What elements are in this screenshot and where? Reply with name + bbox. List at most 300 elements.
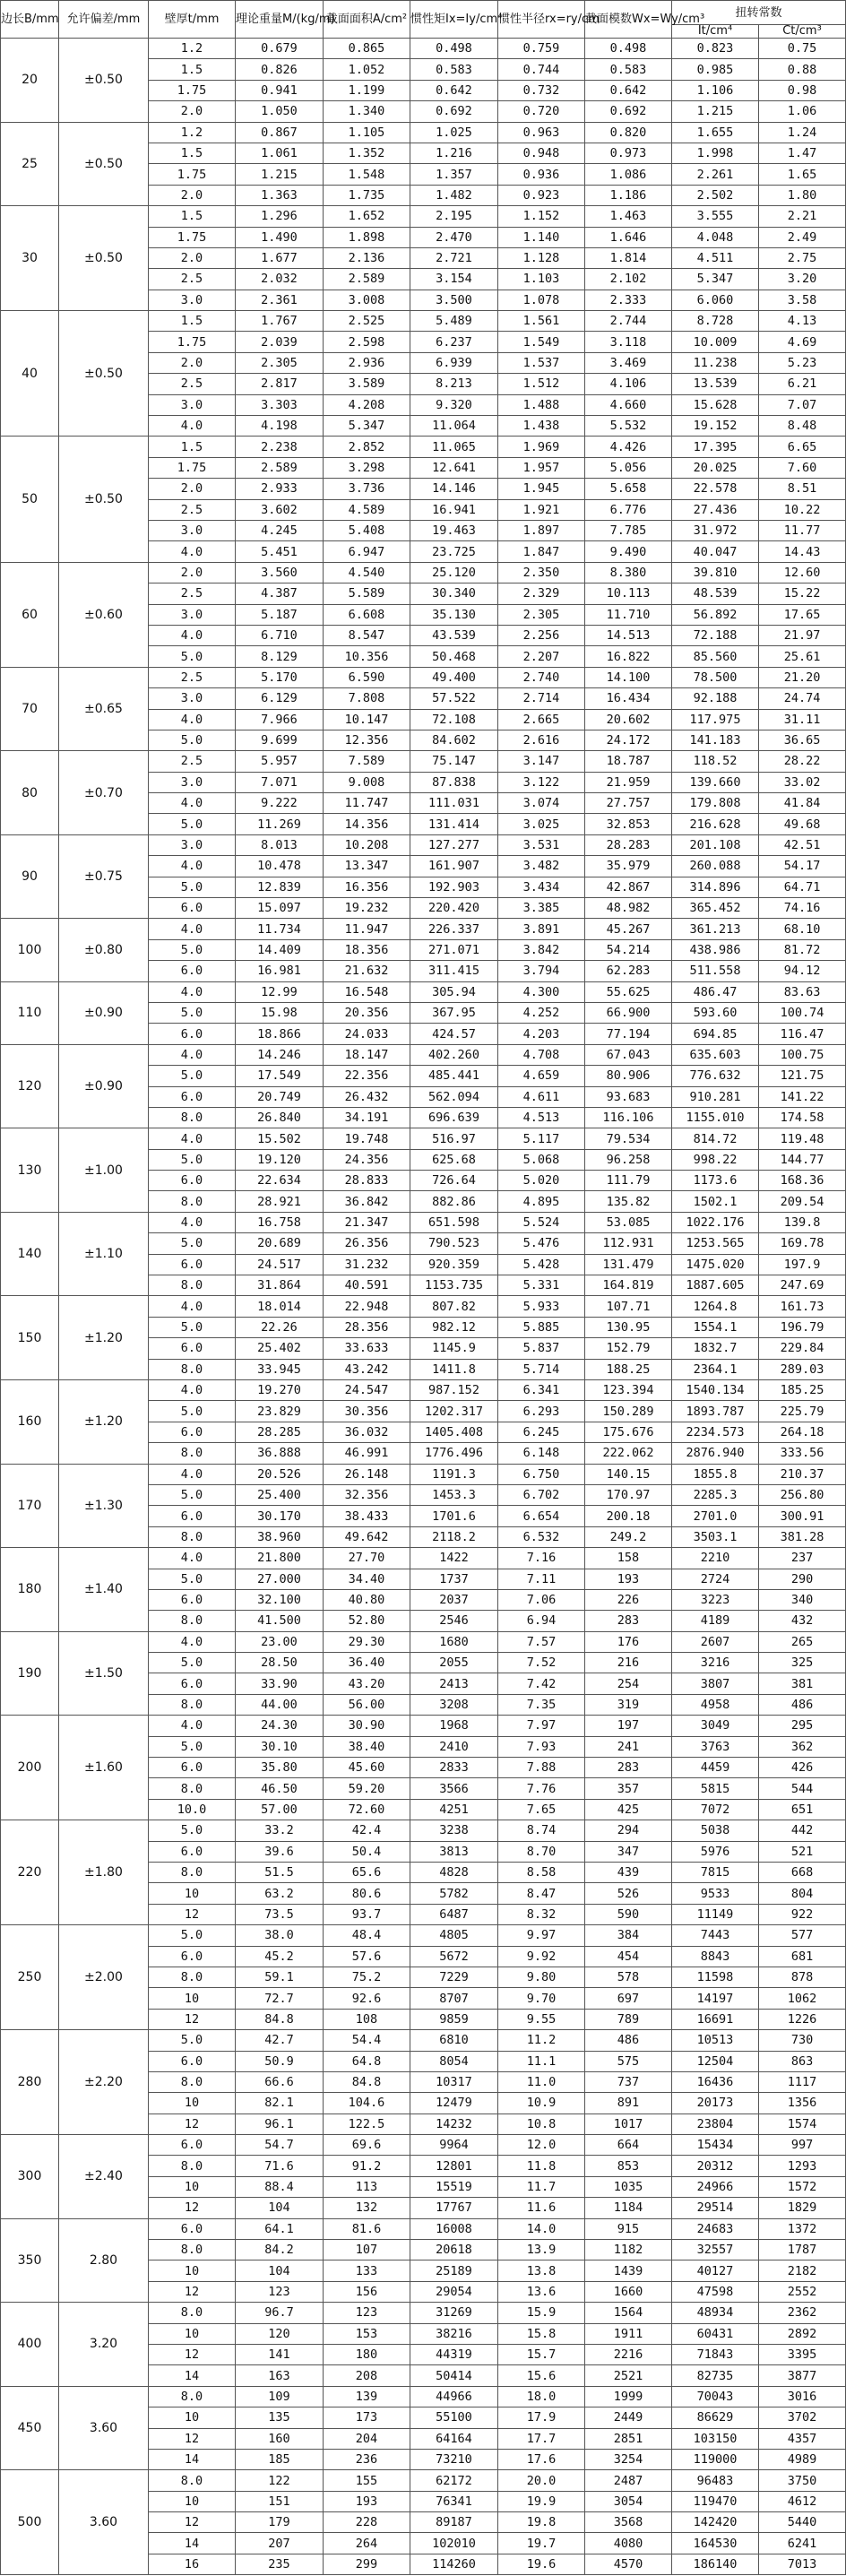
inertia-cell: 1.357: [410, 164, 498, 185]
mass-cell: 33.945: [236, 1359, 324, 1379]
it-cell: 1022.176: [672, 1212, 759, 1232]
area-cell: 27.70: [324, 1548, 410, 1569]
radius-cell: 12.0: [498, 2135, 585, 2156]
mass-cell: 6.129: [236, 688, 324, 709]
area-cell: 123: [324, 2303, 410, 2323]
area-cell: 3.736: [324, 479, 410, 499]
modulus-cell: 158: [585, 1548, 672, 1569]
radius-cell: 2.740: [498, 667, 585, 687]
modulus-cell: 14.100: [585, 667, 672, 687]
modulus-cell: 116.106: [585, 1107, 672, 1128]
thickness-cell: 4.0: [149, 919, 236, 939]
table-row: [1, 981, 846, 1002]
it-cell: 86629: [672, 2407, 759, 2428]
modulus-cell: 249.2: [585, 1526, 672, 1547]
it-cell: 0.823: [672, 39, 759, 59]
inertia-cell: 1145.9: [410, 1338, 498, 1359]
modulus-cell: 1035: [585, 2176, 672, 2197]
inertia-cell: 2037: [410, 1589, 498, 1610]
area-cell: 264: [324, 2533, 410, 2554]
area-cell: 91.2: [324, 2156, 410, 2176]
inertia-cell: 50.468: [410, 646, 498, 667]
radius-cell: 3.074: [498, 793, 585, 814]
ct-cell: 5440: [759, 2512, 846, 2533]
thickness-cell: 6.0: [149, 961, 236, 981]
thickness-cell: 4.0: [149, 1044, 236, 1065]
thickness-cell: 8.0: [149, 2156, 236, 2176]
it-cell: 1173.6: [672, 1171, 759, 1191]
thickness-cell: 2.5: [149, 583, 236, 604]
mass-cell: 36.888: [236, 1443, 324, 1464]
ct-cell: 42.51: [759, 834, 846, 855]
thickness-cell: 6.0: [149, 1422, 236, 1442]
it-cell: 3.555: [672, 206, 759, 227]
modulus-cell: 283: [585, 1758, 672, 1778]
area-cell: 3.298: [324, 457, 410, 478]
modulus-cell: 2.744: [585, 311, 672, 332]
area-cell: 33.633: [324, 1338, 410, 1359]
inertia-cell: 2410: [410, 1736, 498, 1757]
it-cell: 11598: [672, 1967, 759, 1987]
radius-cell: 7.65: [498, 1799, 585, 1820]
radius-cell: 3.842: [498, 939, 585, 960]
thickness-cell: 8.0: [149, 1191, 236, 1212]
inertia-cell: 43.539: [410, 625, 498, 645]
side-length-cell: 400: [1, 2303, 59, 2387]
mass-cell: 1.490: [236, 227, 324, 247]
inertia-cell: 1405.408: [410, 1422, 498, 1442]
thickness-cell: 10: [149, 2407, 236, 2428]
mass-cell: 26.840: [236, 1107, 324, 1128]
it-cell: 48934: [672, 2303, 759, 2323]
modulus-cell: 176: [585, 1631, 672, 1652]
radius-cell: 6.341: [498, 1380, 585, 1401]
modulus-cell: 357: [585, 1778, 672, 1799]
radius-cell: 15.9: [498, 2303, 585, 2323]
modulus-cell: 11.710: [585, 604, 672, 625]
side-length-cell: 20: [1, 39, 59, 123]
ct-cell: 863: [759, 2051, 846, 2071]
mass-cell: 28.50: [236, 1653, 324, 1673]
ct-cell: 730: [759, 2030, 846, 2051]
ct-cell: 54.17: [759, 856, 846, 877]
mass-cell: 120: [236, 2323, 324, 2344]
thickness-cell: 5.0: [149, 646, 236, 667]
it-cell: 71843: [672, 2344, 759, 2364]
it-cell: 118.52: [672, 751, 759, 772]
ct-cell: 169.78: [759, 1233, 846, 1254]
it-cell: 6.060: [672, 290, 759, 310]
it-cell: 1155.010: [672, 1107, 759, 1128]
mass-cell: 141: [236, 2344, 324, 2364]
modulus-cell: 2521: [585, 2365, 672, 2386]
inertia-cell: 72.108: [410, 709, 498, 730]
ct-cell: 997: [759, 2135, 846, 2156]
area-cell: 0.865: [324, 39, 410, 59]
modulus-cell: 164.819: [585, 1275, 672, 1296]
thickness-cell: 8.0: [149, 1359, 236, 1379]
area-cell: 156: [324, 2281, 410, 2302]
modulus-cell: 915: [585, 2218, 672, 2239]
it-cell: 179.808: [672, 793, 759, 814]
modulus-cell: 53.085: [585, 1212, 672, 1232]
inertia-cell: 982.12: [410, 1317, 498, 1337]
area-cell: 22.948: [324, 1296, 410, 1317]
inertia-cell: 17767: [410, 2198, 498, 2218]
area-cell: 11.947: [324, 919, 410, 939]
ct-cell: 381.28: [759, 1526, 846, 1547]
ct-cell: 121.75: [759, 1066, 846, 1086]
inertia-cell: 11.064: [410, 416, 498, 437]
it-cell: 0.985: [672, 59, 759, 80]
mass-cell: 135: [236, 2407, 324, 2428]
modulus-cell: 1184: [585, 2198, 672, 2218]
it-cell: 48.539: [672, 583, 759, 604]
modulus-cell: 2487: [585, 2470, 672, 2491]
radius-cell: 5.933: [498, 1296, 585, 1317]
inertia-cell: 9964: [410, 2135, 498, 2156]
modulus-cell: 575: [585, 2051, 672, 2071]
area-cell: 72.60: [324, 1799, 410, 1820]
area-cell: 38.40: [324, 1736, 410, 1757]
it-cell: 9533: [672, 1883, 759, 1904]
mass-cell: 23.829: [236, 1401, 324, 1422]
area-cell: 6.608: [324, 604, 410, 625]
side-length-cell: 300: [1, 2135, 59, 2219]
mass-cell: 0.826: [236, 59, 324, 80]
radius-cell: 0.923: [498, 185, 585, 205]
radius-cell: 13.9: [498, 2240, 585, 2260]
mass-cell: 20.526: [236, 1464, 324, 1484]
thickness-cell: 8.0: [149, 1443, 236, 1464]
mass-cell: 22.26: [236, 1317, 324, 1337]
area-cell: 2.598: [324, 332, 410, 352]
mass-cell: 20.749: [236, 1086, 324, 1107]
radius-cell: 8.74: [498, 1820, 585, 1841]
thickness-cell: 10: [149, 2093, 236, 2114]
ct-cell: 237: [759, 1548, 846, 1569]
inertia-cell: 57.522: [410, 688, 498, 709]
ct-cell: 6.21: [759, 374, 846, 394]
modulus-cell: 200.18: [585, 1506, 672, 1526]
modulus-cell: 454: [585, 1946, 672, 1967]
side-length-cell: 70: [1, 667, 59, 751]
thickness-cell: 2.5: [149, 751, 236, 772]
mass-cell: 207: [236, 2533, 324, 2554]
thickness-cell: 6.0: [149, 1841, 236, 1862]
ct-cell: 1787: [759, 2240, 846, 2260]
radius-cell: 1.152: [498, 206, 585, 227]
thickness-cell: 6.0: [149, 1254, 236, 1275]
it-cell: 1.215: [672, 101, 759, 122]
tolerance-cell: 3.60: [59, 2470, 149, 2575]
inertia-cell: 25.120: [410, 562, 498, 583]
mass-cell: 32.100: [236, 1589, 324, 1610]
area-cell: 56.00: [324, 1694, 410, 1715]
thickness-cell: 12: [149, 2281, 236, 2302]
mass-cell: 2.039: [236, 332, 324, 352]
mass-cell: 25.402: [236, 1338, 324, 1359]
ct-cell: 426: [759, 1758, 846, 1778]
mass-cell: 96.7: [236, 2303, 324, 2323]
modulus-cell: 3054: [585, 2491, 672, 2511]
radius-cell: 3.147: [498, 751, 585, 772]
inertia-cell: 2.470: [410, 227, 498, 247]
it-cell: 103150: [672, 2428, 759, 2449]
tolerance-cell: ±0.50: [59, 39, 149, 123]
modulus-cell: 55.625: [585, 981, 672, 1002]
modulus-cell: 1439: [585, 2260, 672, 2281]
radius-cell: 0.963: [498, 122, 585, 143]
modulus-cell: 130.95: [585, 1317, 672, 1337]
radius-cell: 8.47: [498, 1883, 585, 1904]
it-cell: 11.238: [672, 352, 759, 373]
it-cell: 593.60: [672, 1002, 759, 1023]
inertia-cell: 0.498: [410, 39, 498, 59]
ct-cell: 1356: [759, 2093, 846, 2114]
modulus-cell: 216: [585, 1653, 672, 1673]
side-length-cell: 220: [1, 1820, 59, 1925]
thickness-cell: 2.5: [149, 499, 236, 520]
radius-cell: 5.837: [498, 1338, 585, 1359]
modulus-cell: 0.973: [585, 143, 672, 163]
radius-cell: 7.97: [498, 1716, 585, 1736]
area-cell: 92.6: [324, 1988, 410, 2009]
ct-cell: 442: [759, 1820, 846, 1841]
area-cell: 26.432: [324, 1086, 410, 1107]
table-row: [1, 437, 846, 457]
area-cell: 2.525: [324, 311, 410, 332]
radius-cell: 8.58: [498, 1862, 585, 1882]
mass-cell: 57.00: [236, 1799, 324, 1820]
modulus-cell: 28.283: [585, 834, 672, 855]
it-cell: 20312: [672, 2156, 759, 2176]
thickness-cell: 2.5: [149, 269, 236, 290]
inertia-cell: 0.692: [410, 101, 498, 122]
modulus-cell: 384: [585, 1925, 672, 1946]
it-cell: 85.560: [672, 646, 759, 667]
thickness-cell: 12: [149, 2009, 236, 2029]
mass-cell: 50.9: [236, 2051, 324, 2071]
it-cell: 3763: [672, 1736, 759, 1757]
radius-cell: 17.7: [498, 2428, 585, 2449]
mass-cell: 3.303: [236, 394, 324, 415]
mass-cell: 19.270: [236, 1380, 324, 1401]
modulus-cell: 112.931: [585, 1233, 672, 1254]
thickness-cell: 1.75: [149, 457, 236, 478]
ct-cell: 116.47: [759, 1024, 846, 1044]
ct-cell: 486: [759, 1694, 846, 1715]
modulus-cell: 4570: [585, 2554, 672, 2574]
modulus-cell: 737: [585, 2071, 672, 2092]
it-cell: 13.539: [672, 374, 759, 394]
side-length-cell: 110: [1, 981, 59, 1044]
radius-cell: 6.702: [498, 1484, 585, 1505]
thickness-cell: 5.0: [149, 730, 236, 750]
radius-cell: 7.52: [498, 1653, 585, 1673]
radius-cell: 2.256: [498, 625, 585, 645]
ct-cell: 119.48: [759, 1128, 846, 1149]
radius-cell: 2.207: [498, 646, 585, 667]
thickness-cell: 1.2: [149, 39, 236, 59]
thickness-cell: 12: [149, 1904, 236, 1924]
ct-cell: 1062: [759, 1988, 846, 2009]
thickness-cell: 5.0: [149, 1401, 236, 1422]
modulus-cell: 16.434: [585, 688, 672, 709]
thickness-cell: 10: [149, 2323, 236, 2344]
radius-cell: 0.936: [498, 164, 585, 185]
inertia-cell: 29054: [410, 2281, 498, 2302]
tolerance-cell: ±1.20: [59, 1296, 149, 1380]
modulus-cell: 319: [585, 1694, 672, 1715]
it-cell: 361.213: [672, 919, 759, 939]
tolerance-cell: ±0.70: [59, 751, 149, 835]
it-cell: 2724: [672, 1569, 759, 1589]
thickness-cell: 2.0: [149, 247, 236, 268]
thickness-cell: 1.5: [149, 311, 236, 332]
ct-cell: 4612: [759, 2491, 846, 2511]
table-row: [1, 122, 846, 143]
thickness-cell: 2.5: [149, 667, 236, 687]
it-cell: 22.578: [672, 479, 759, 499]
radius-cell: 5.524: [498, 1212, 585, 1232]
side-length-cell: 190: [1, 1631, 59, 1716]
ct-cell: 21.97: [759, 625, 846, 645]
mass-cell: 22.634: [236, 1171, 324, 1191]
it-cell: 365.452: [672, 898, 759, 919]
ct-cell: 922: [759, 1904, 846, 1924]
area-cell: 19.748: [324, 1128, 410, 1149]
mass-cell: 30.170: [236, 1506, 324, 1526]
inertia-cell: 3.500: [410, 290, 498, 310]
table-body: [1, 39, 846, 2575]
inertia-cell: 367.95: [410, 1002, 498, 1023]
modulus-cell: 80.906: [585, 1066, 672, 1086]
mass-cell: 2.933: [236, 479, 324, 499]
area-cell: 36.842: [324, 1191, 410, 1212]
ct-cell: 4357: [759, 2428, 846, 2449]
thickness-cell: 16: [149, 2554, 236, 2574]
area-cell: 54.4: [324, 2030, 410, 2051]
mass-cell: 109: [236, 2386, 324, 2407]
it-cell: 694.85: [672, 1024, 759, 1044]
table-row: [1, 2218, 846, 2239]
inertia-cell: 7229: [410, 1967, 498, 1987]
modulus-cell: 4080: [585, 2533, 672, 2554]
radius-cell: 6.245: [498, 1422, 585, 1442]
radius-cell: 4.659: [498, 1066, 585, 1086]
area-cell: 5.347: [324, 416, 410, 437]
area-cell: 5.589: [324, 583, 410, 604]
inertia-cell: 5.489: [410, 311, 498, 332]
radius-cell: 4.708: [498, 1044, 585, 1065]
modulus-cell: 853: [585, 2156, 672, 2176]
mass-cell: 15.502: [236, 1128, 324, 1149]
mass-cell: 185: [236, 2449, 324, 2469]
thickness-cell: 5.0: [149, 1736, 236, 1757]
ct-cell: 25.61: [759, 646, 846, 667]
header-ct: Ct/cm³: [759, 25, 846, 39]
radius-cell: 3.482: [498, 856, 585, 877]
ct-cell: 668: [759, 1862, 846, 1882]
thickness-cell: 6.0: [149, 898, 236, 919]
area-cell: 208: [324, 2365, 410, 2386]
radius-cell: 3.891: [498, 919, 585, 939]
radius-cell: 1.537: [498, 352, 585, 373]
area-cell: 24.356: [324, 1149, 410, 1170]
ct-cell: 21.20: [759, 667, 846, 687]
modulus-cell: 789: [585, 2009, 672, 2029]
modulus-cell: 0.498: [585, 39, 672, 59]
side-length-cell: 200: [1, 1716, 59, 1820]
side-length-cell: 180: [1, 1548, 59, 1632]
mass-cell: 33.2: [236, 1820, 324, 1841]
modulus-cell: 2851: [585, 2428, 672, 2449]
radius-cell: 9.92: [498, 1946, 585, 1967]
it-cell: 1855.8: [672, 1464, 759, 1484]
thickness-cell: 6.0: [149, 1589, 236, 1610]
thickness-cell: 10: [149, 2491, 236, 2511]
thickness-cell: 5.0: [149, 1317, 236, 1337]
modulus-cell: 4.660: [585, 394, 672, 415]
inertia-cell: 3813: [410, 1841, 498, 1862]
thickness-cell: 1.5: [149, 437, 236, 457]
modulus-cell: 3.469: [585, 352, 672, 373]
area-cell: 153: [324, 2323, 410, 2344]
area-cell: 22.356: [324, 1066, 410, 1086]
mass-cell: 71.6: [236, 2156, 324, 2176]
area-cell: 49.642: [324, 1526, 410, 1547]
area-cell: 180: [324, 2344, 410, 2364]
inertia-cell: 38216: [410, 2323, 498, 2344]
it-cell: 1.106: [672, 80, 759, 100]
thickness-cell: 5.0: [149, 1002, 236, 1023]
mass-cell: 42.7: [236, 2030, 324, 2051]
it-cell: 119000: [672, 2449, 759, 2469]
modulus-cell: 27.757: [585, 793, 672, 814]
modulus-cell: 14.513: [585, 625, 672, 645]
radius-cell: 11.2: [498, 2030, 585, 2051]
thickness-cell: 5.0: [149, 1484, 236, 1505]
ct-cell: 2892: [759, 2323, 846, 2344]
thickness-cell: 1.2: [149, 122, 236, 143]
area-cell: 20.356: [324, 1002, 410, 1023]
thickness-cell: 12: [149, 2198, 236, 2218]
mass-cell: 24.30: [236, 1716, 324, 1736]
it-cell: 164530: [672, 2533, 759, 2554]
mass-cell: 163: [236, 2365, 324, 2386]
inertia-cell: 5782: [410, 1883, 498, 1904]
ct-cell: 24.74: [759, 688, 846, 709]
side-length-cell: 80: [1, 751, 59, 835]
table-row: [1, 1044, 846, 1065]
side-length-cell: 90: [1, 834, 59, 919]
area-cell: 50.4: [324, 1841, 410, 1862]
inertia-cell: 8707: [410, 1988, 498, 2009]
area-cell: 21.632: [324, 961, 410, 981]
inertia-cell: 0.642: [410, 80, 498, 100]
radius-cell: 7.76: [498, 1778, 585, 1799]
ct-cell: 210.37: [759, 1464, 846, 1484]
ct-cell: 544: [759, 1778, 846, 1799]
mass-cell: 11.734: [236, 919, 324, 939]
radius-cell: 9.97: [498, 1925, 585, 1946]
mass-cell: 2.238: [236, 437, 324, 457]
inertia-cell: 35.130: [410, 604, 498, 625]
inertia-cell: 102010: [410, 2533, 498, 2554]
thickness-cell: 1.5: [149, 59, 236, 80]
mass-cell: 0.679: [236, 39, 324, 59]
